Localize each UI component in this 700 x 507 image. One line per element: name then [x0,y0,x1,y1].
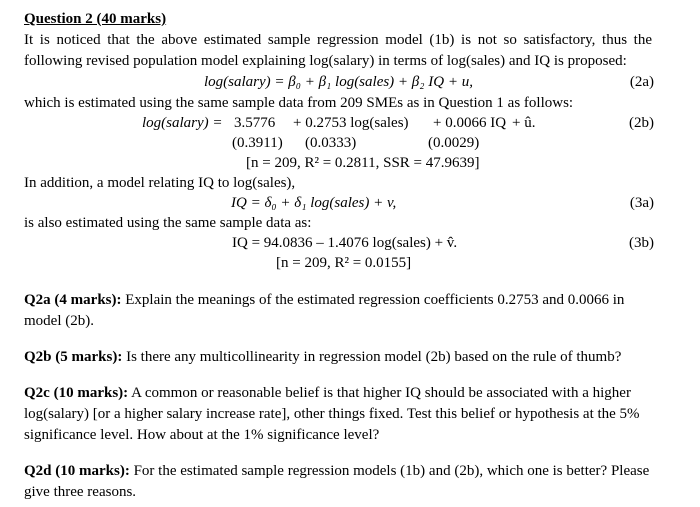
part-q2a [24,290,652,332]
equation-2b-stats: [n = 209, R² = 0.2811, SSR = 47.9639] [246,155,480,171]
intro-line-2: following revised population model explaining log(salary) in terms of log(sales) and IQ is proposed: [24,53,627,69]
part-q2d-text: For the estimated sample regression models (1b) and (2b), which one is better? Please give three reasons. [24,463,650,500]
part-q2d [24,461,652,503]
se-iq: (0.0029) [428,135,480,151]
equation-number-3b: (3b) [629,235,654,251]
addition-text: In addition, a model relating IQ to log(sales), [24,175,296,191]
equation-number-2b: (2b) [629,115,654,131]
part-q2c [24,383,652,446]
equation-2b-residual: + û. [512,115,536,131]
se-sales: (0.0333) [305,135,357,151]
part-q2b-text: Is there any multicollinearity in regression model (2b) based on the rule of thumb? [126,349,622,365]
part-q2a-label: Q2a (4 marks): [24,292,122,308]
equation-2a: log(salary) = β₀ + β₁ log(sales) + β₂ IQ + u, [204,74,473,90]
part-q2d-label: Q2d (10 marks): [24,463,130,479]
question-title: Question 2 (40 marks) [24,11,167,27]
part-q2b [24,347,652,368]
equation-3a: IQ = δ₀ + δ₁ log(sales) + v, [231,195,397,211]
equation-2b-intercept: 3.5776 [234,115,276,131]
part-q2a-text: Explain the meanings of the estimated regression coefficients 0.2753 and 0.0066 in model (2b). [24,292,625,329]
equation-2b-iq-term: + 0.0066 IQ [433,115,507,131]
part-q2b-label: Q2b (5 marks): [24,349,123,365]
equation-number-2a: (2a) [629,74,654,90]
estimation-text: which is estimated using the same sample data from 209 SMEs as in Question 1 as follows: [24,95,574,111]
equation-number-3a: (3a) [629,195,654,211]
also-text: is also estimated using the same sample data as: [24,215,312,231]
equation-3b-stats: [n = 209, R² = 0.0155] [276,255,412,271]
se-intercept: (0.3911) [232,135,283,151]
equation-2b-lhs: log(salary) = [142,115,223,131]
equation-3b: IQ = 94.0836 – 1.4076 log(sales) + v̂. [232,235,458,251]
part-q2c-text: A common or reasonable belief is that higher IQ should be associated with a higher log(salary) [or a higher salary increase rate], other things fixed. Test this belief or hypothesis at the 5% significance level. How about at the 1% significance level? [24,385,640,443]
intro-line-1: It is noticed that the above estimated sample regression model (1b) is not so satisfactory, thus the [24,32,652,48]
equation-2b-sales-term: + 0.2753 log(sales) [293,115,409,131]
part-q2c-label: Q2c (10 marks): [24,385,129,401]
